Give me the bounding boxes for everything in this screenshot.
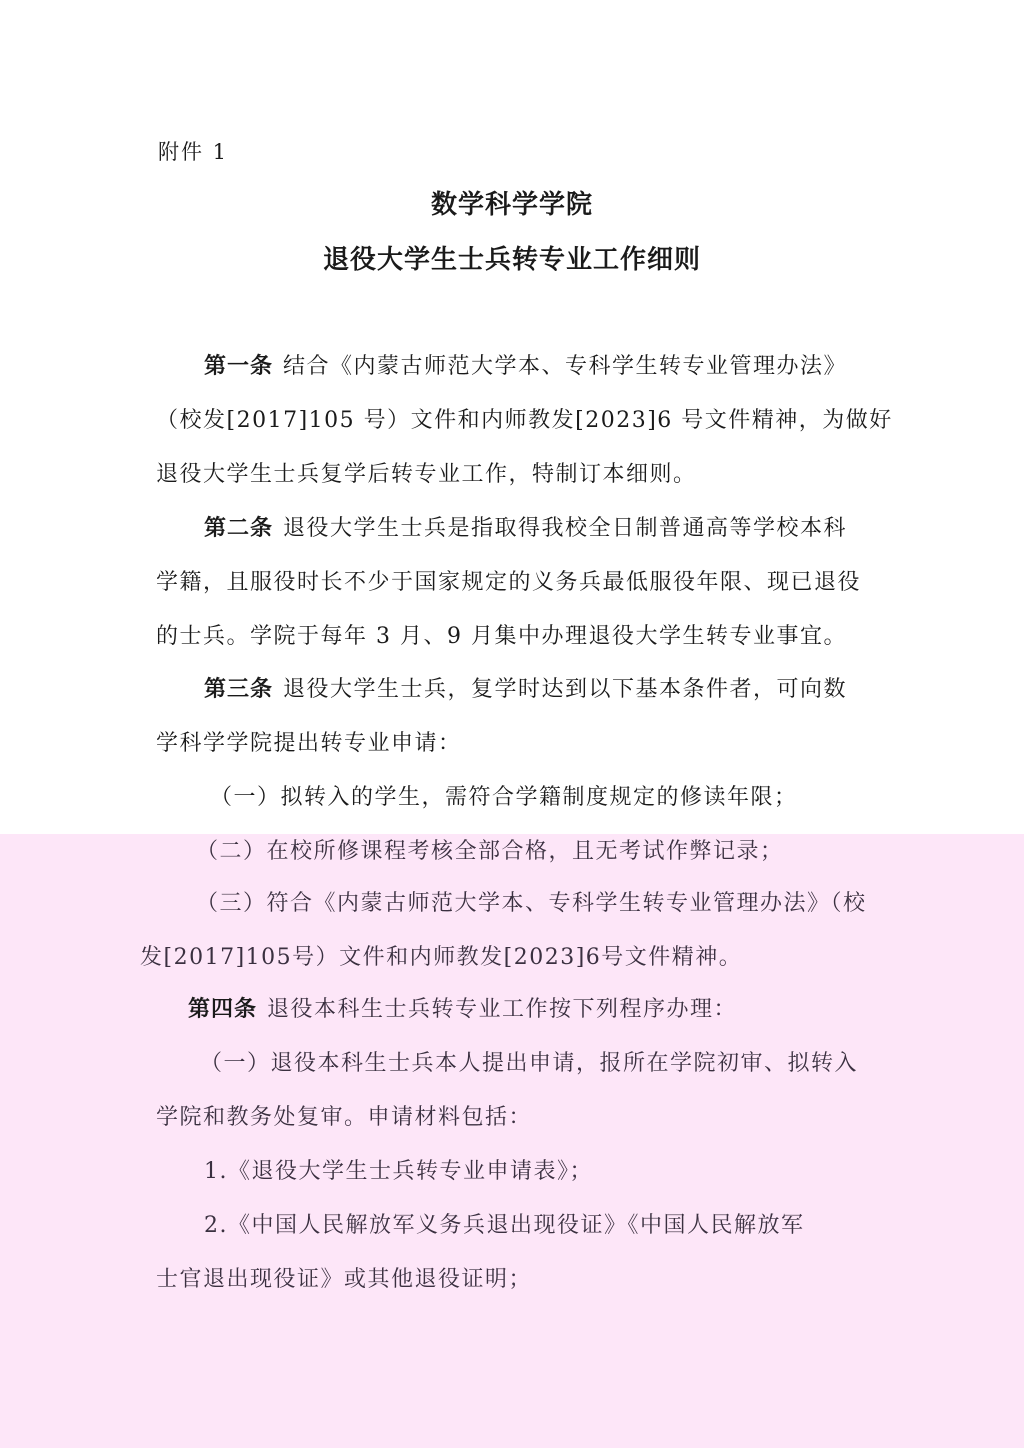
attachment-label: 附件 1 [158,140,229,164]
article4-sub2-line1: 2.《中国人民解放军义务兵退出现役证》《中国人民解放军 [204,1213,805,1238]
article2-line2: 学籍，且服役时长不少于国家规定的义务兵最低服役年限、现已退役 [156,570,862,595]
article4-text1: 退役本科生士兵转专业工作按下列程序办理： [267,997,738,1022]
article3-line1 [204,675,847,705]
article3-item3-line1: （三）符合《内蒙古师范大学本、专科学生转专业管理办法》（校 [196,891,867,916]
article3-line2: 学科学学院提出转专业申请： [156,731,462,756]
article3-item1: （一）拟转入的学生，需符合学籍制度规定的修读年限； [210,785,798,810]
article2-text1: 退役大学生士兵是指取得我校全日制普通高等学校本科 [283,516,848,541]
article1-text1: 结合《内蒙古师范大学本、专科学生转专业管理办法》 [283,354,848,379]
document-title-line1: 数学科学学院 [430,190,593,220]
article3-text1: 退役大学生士兵，复学时达到以下基本条件者，可向数 [283,677,848,702]
article4-heading: 第四条 [188,997,258,1022]
article3-item3-line2: 发[2017]105号）文件和内师教发[2023]6号文件精神。 [140,945,743,970]
article2-line3: 的士兵。学院于每年 3 月、9 月集中办理退役大学生转专业事宜。 [156,624,847,649]
article4-item1-line1: （一）退役本科生士兵本人提出申请，报所在学院初审、拟转入 [200,1051,859,1076]
article2-line1 [204,514,847,544]
document-title-line2: 退役大学生士兵转专业工作细则 [322,245,701,275]
article4-sub2-line2: 士官退出现役证》或其他退役证明； [156,1267,533,1292]
article3-item2: （二）在校所修课程考核全部合格，且无考试作弊记录； [196,839,784,864]
article4-sub1: 1.《退役大学生士兵转专业申请表》； [204,1159,593,1184]
article4-line1 [188,995,737,1025]
article4-item1-line2: 学院和教务处复审。申请材料包括： [156,1105,533,1130]
article2-heading: 第二条 [204,516,274,541]
article1-line3: 退役大学生士兵复学后转专业工作，特制订本细则。 [156,462,697,487]
article1-line1 [204,352,847,382]
article1-heading: 第一条 [204,354,274,379]
article1-line2: （校发[2017]105 号）文件和内师教发[2023]6 号文件精神，为做好 [156,408,893,433]
article3-heading: 第三条 [204,677,274,702]
